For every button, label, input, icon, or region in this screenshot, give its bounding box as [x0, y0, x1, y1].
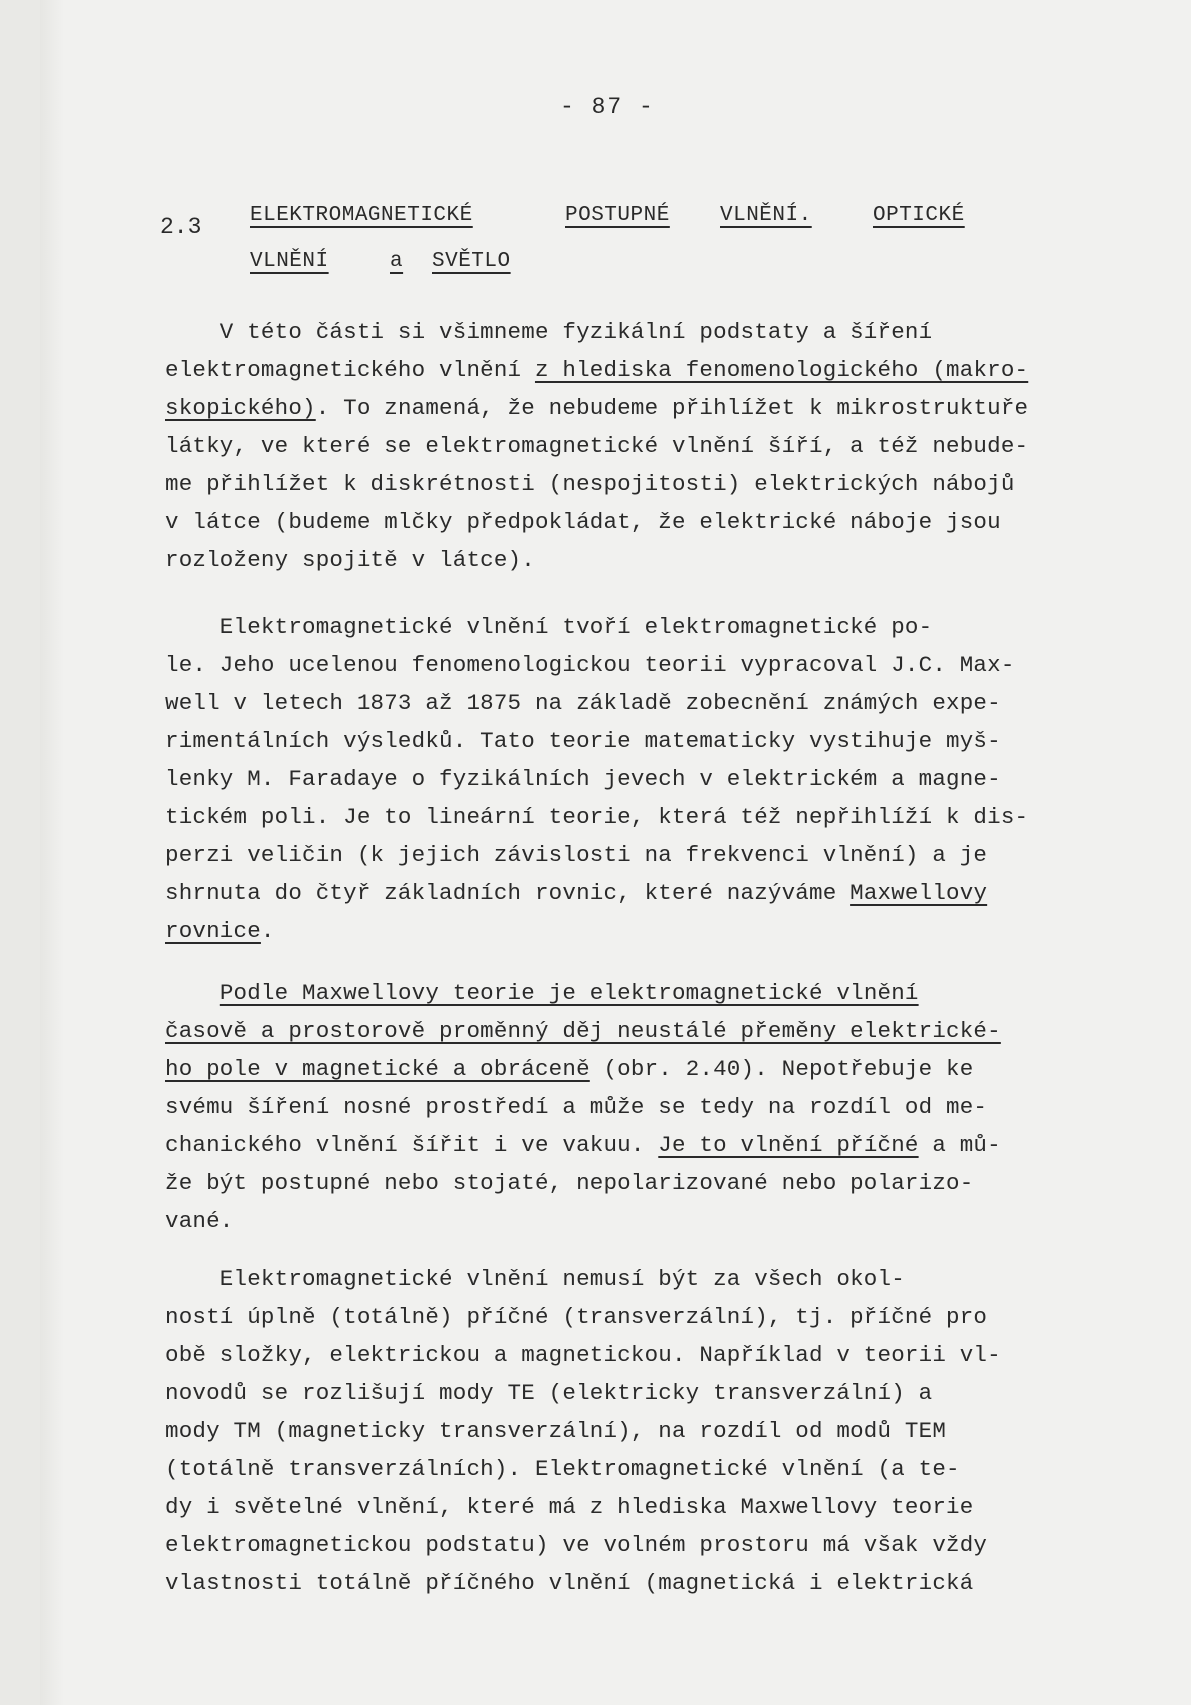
emphasis-underline: Podle Maxwellovy teorie je elektromagnetické vlnění	[219, 980, 919, 1006]
paragraph	[165, 1260, 1140, 1602]
emphasis-underline: z hlediska fenomenologického (makro-	[534, 357, 1029, 383]
emphasis-underline: rovnice	[165, 918, 261, 944]
section-title-word: SVĚTLO	[432, 250, 511, 273]
text-line: le. Jeho ucelenou fenomenologickou teorii vypracoval J.C. Max-	[165, 652, 1015, 678]
paper-fold-edge	[40, 0, 64, 1705]
text-line: rimentálních výsledků. Tato teorie matematicky vystihuje myš-	[165, 728, 1001, 754]
text-line: vané.	[165, 1208, 234, 1234]
text-line: (totálně transverzálních). Elektromagnetické vlnění (a te-	[165, 1456, 960, 1482]
text-line: elektromagnetického vlnění z hlediska fenomenologického (makro-	[165, 357, 1029, 383]
page-number: - 87 -	[560, 94, 655, 120]
emphasis-underline: časově a prostorově proměnný děj neustálé přeměny elektrické-	[165, 1018, 1001, 1044]
text-line	[165, 974, 1140, 1012]
text-line: well v letech 1873 až 1875 na základě zobecnění známých expe-	[165, 690, 1001, 716]
text-line: obě složky, elektrickou a magnetickou. Například v teorii vl-	[165, 1342, 1001, 1368]
section-title-word: VLNĚNÍ	[250, 250, 329, 273]
paper-shadow-edge	[0, 0, 40, 1705]
paragraph	[165, 608, 1140, 950]
paragraph	[165, 974, 1140, 1240]
section-title-word: a	[390, 250, 404, 273]
text-line: rovnice.	[165, 918, 275, 944]
section-title-word: POSTUPNÉ	[565, 204, 670, 227]
text-line: Elektromagnetické vlnění tvoří elektromagnetické po-	[165, 614, 933, 640]
section-title-word: ELEKTROMAGNETICKÉ	[250, 204, 473, 227]
text-line: me přihlížet k diskrétnosti (nespojitosti) elektrických nábojů	[165, 471, 1015, 497]
text-line: shrnuta do čtyř základních rovnic, které nazýváme Maxwellovy	[165, 880, 988, 906]
section-title-word: OPTICKÉ	[873, 204, 965, 227]
text-line: perzi veličin (k jejich závislosti na frekvenci vlnění) a je	[165, 842, 988, 868]
text-line: Elektromagnetické vlnění nemusí být za všech okol-	[165, 1266, 905, 1292]
emphasis-underline: ho pole v magnetické a obráceně	[165, 1056, 590, 1082]
text-line: látky, ve které se elektromagnetické vlnění šíří, a též nebude-	[165, 433, 1029, 459]
text-line: ností úplně (totálně) příčné (transverzální), tj. příčné pro	[165, 1304, 988, 1330]
text-line: elektromagnetickou podstatu) ve volném prostoru má však vždy	[165, 1532, 988, 1558]
text-line: tickém poli. Je to lineární teorie, která též nepřihlíží k dis-	[165, 804, 1029, 830]
emphasis-underline: Je to vlnění příčné	[658, 1132, 919, 1158]
text-line: chanického vlnění šířit i ve vakuu. Je to vlnění příčné a mů-	[165, 1132, 1001, 1158]
paragraph	[165, 313, 1140, 579]
emphasis-underline: skopického)	[165, 395, 316, 421]
text-line: ho pole v magnetické a obráceně (obr. 2.40). Nepotřebuje ke	[165, 1056, 974, 1082]
text-line: svému šíření nosné prostředí a může se tedy na rozdíl od me-	[165, 1094, 988, 1120]
section-title-word: VLNĚNÍ.	[720, 204, 812, 227]
section-number: 2.3	[160, 214, 202, 240]
text-line: dy i světelné vlnění, které má z hlediska Maxwellovy teorie	[165, 1494, 974, 1520]
text-line: v látce (budeme mlčky předpokládat, že elektrické náboje jsou	[165, 509, 1001, 535]
text-line: skopického). To znamená, že nebudeme přihlížet k mikrostruktuře	[165, 395, 1029, 421]
text-line: lenky M. Faradaye o fyzikálních jevech v elektrickém a magne-	[165, 766, 1001, 792]
text-line: mody TM (magneticky transverzální), na rozdíl od modů TEM	[165, 1418, 947, 1444]
text-line	[165, 1012, 1140, 1050]
text-line: V této části si všimneme fyzikální podstaty a šíření	[165, 319, 933, 345]
text-line: že být postupné nebo stojaté, nepolarizované nebo polarizo-	[165, 1170, 974, 1196]
text-line: rozloženy spojitě v látce).	[165, 547, 535, 573]
text-line: novodů se rozlišují mody TE (elektricky transverzální) a	[165, 1380, 933, 1406]
text-line: vlastnosti totálně příčného vlnění (magnetická i elektrická	[165, 1570, 974, 1596]
emphasis-underline: Maxwellovy	[850, 880, 988, 906]
